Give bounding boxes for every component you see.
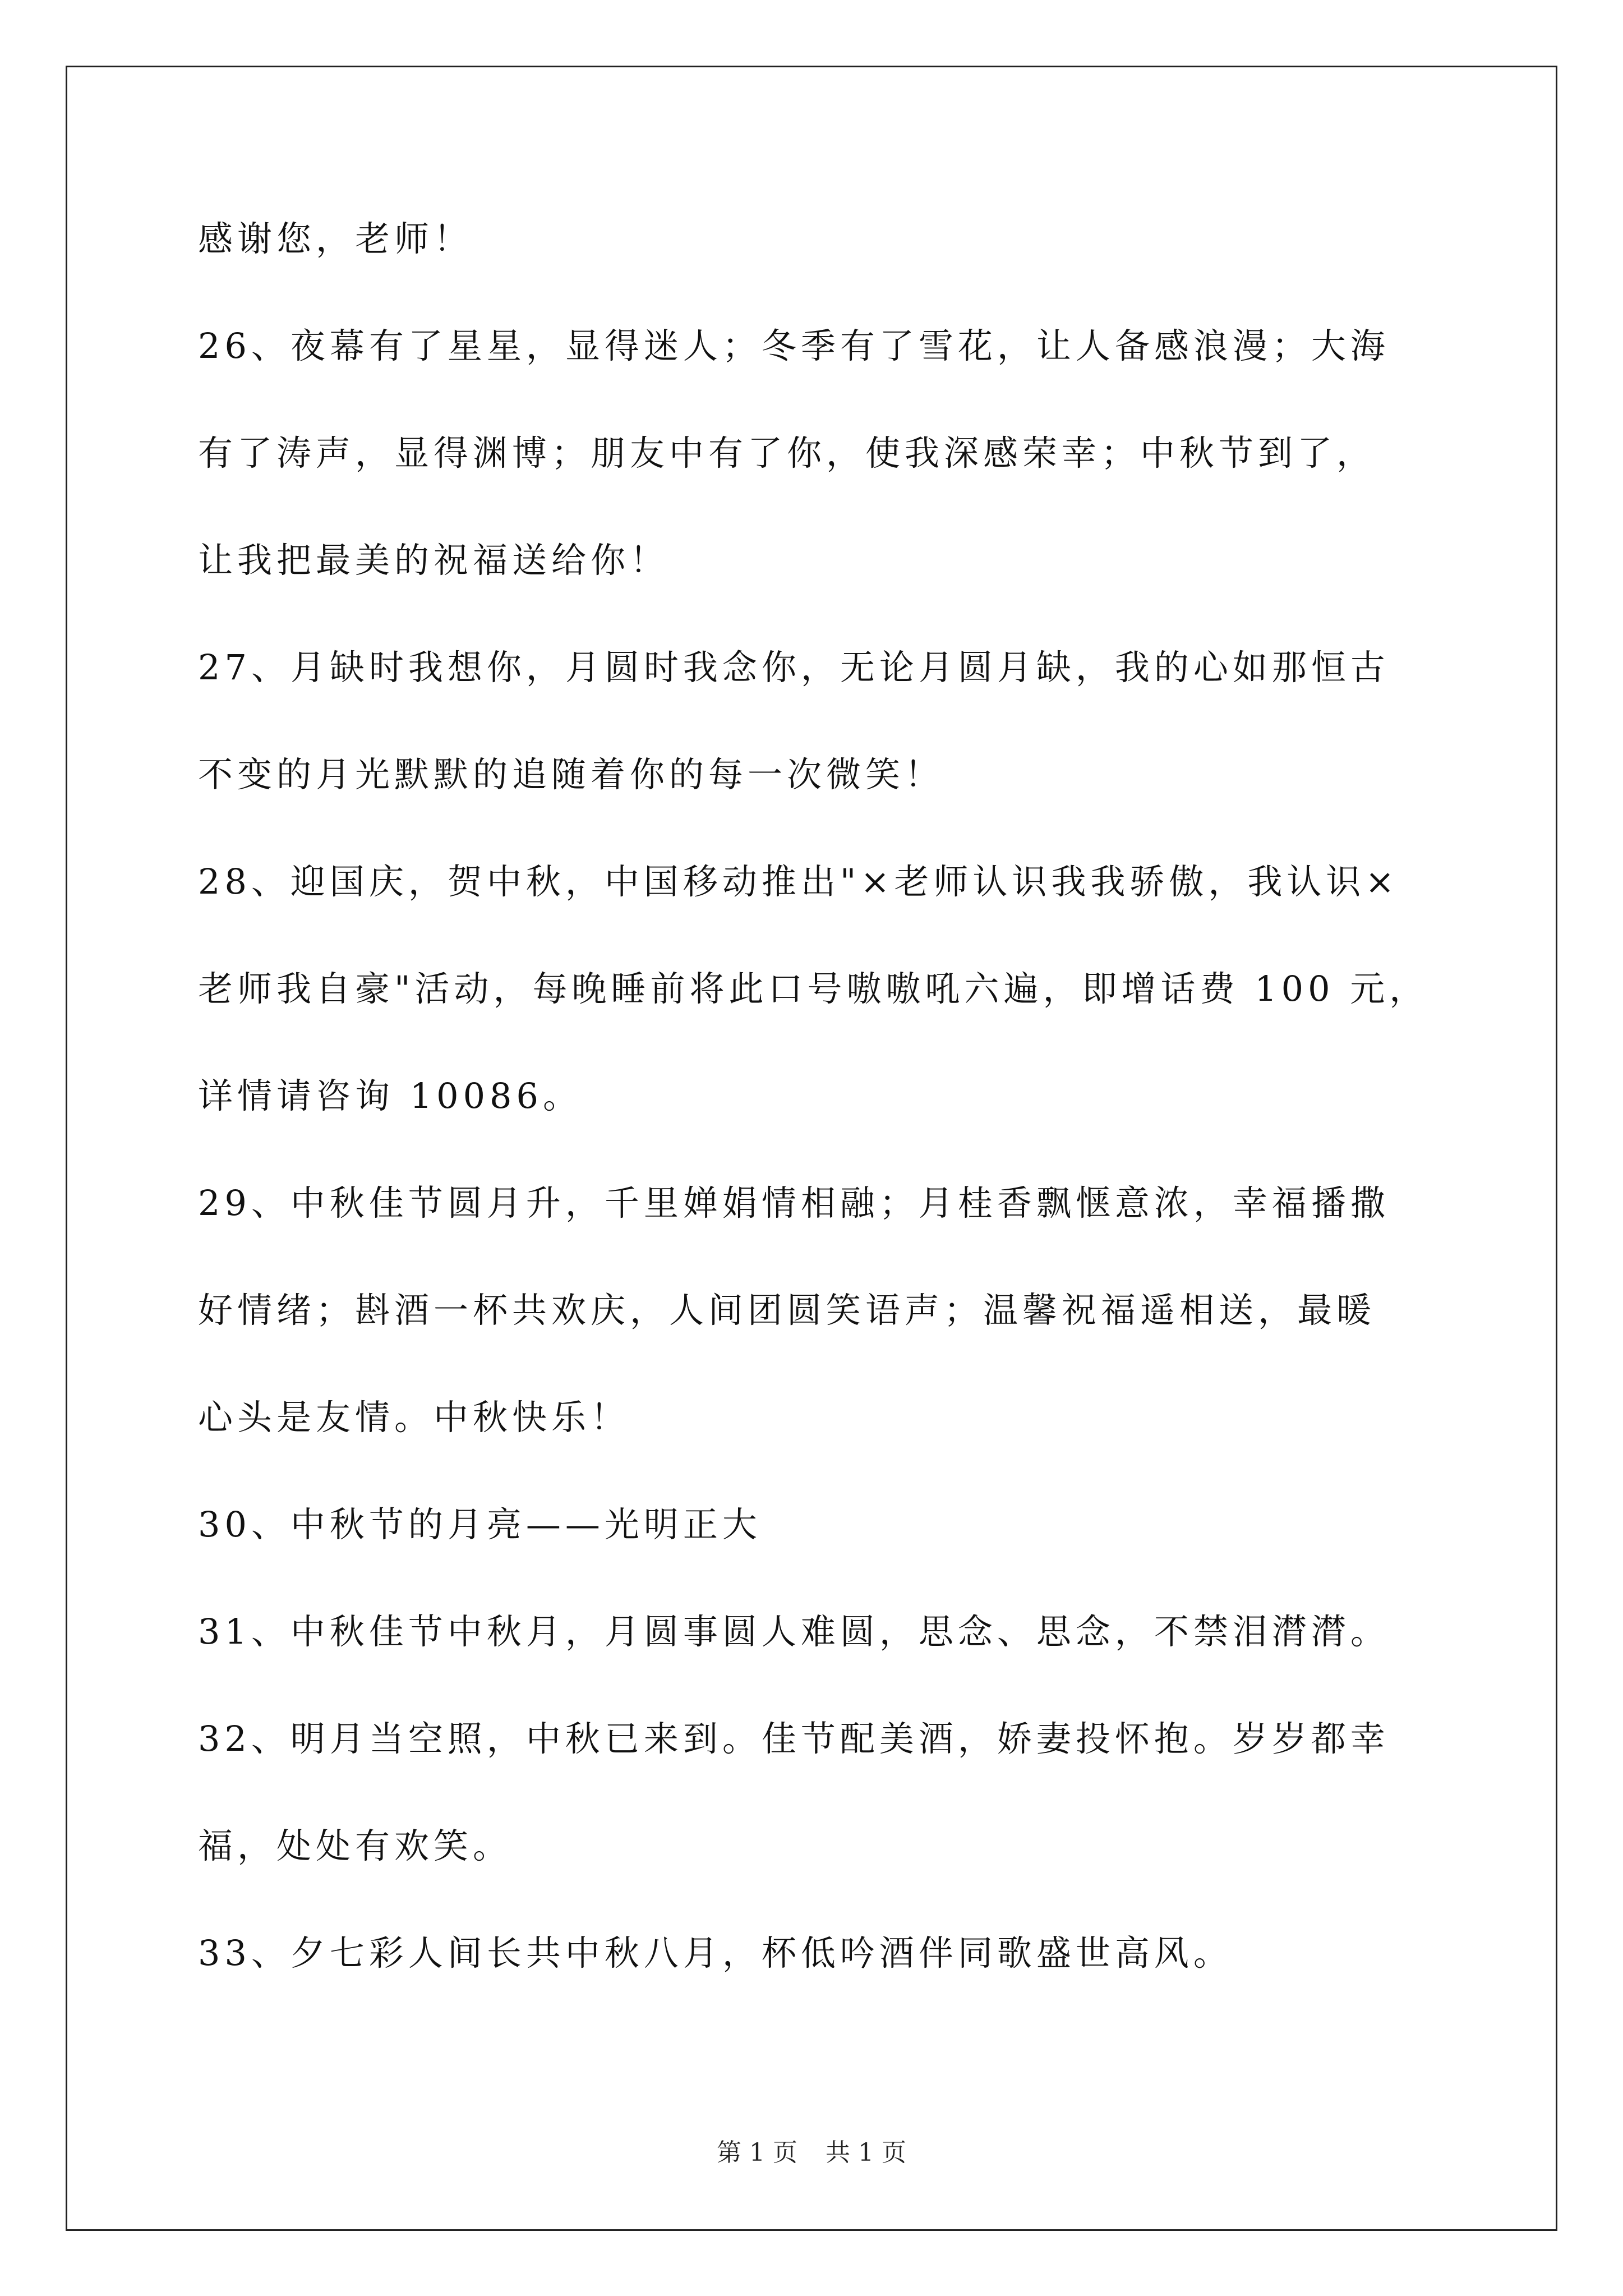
text-line: 让我把最美的祝福送给你！	[198, 540, 670, 581]
text-line: 老师我自豪"活动，每晚睡前将此口号嗷嗷吼六遍，即增话费 100 元，	[198, 968, 1429, 1009]
text-line: 不变的月光默默的追随着你的每一次微笑！	[198, 754, 944, 795]
text-line: 福，处处有欢笑。	[198, 1825, 513, 1866]
text-line: 27、月缺时我想你，月圆时我念你，无论月圆月缺，我的心如那恒古	[198, 647, 1390, 688]
page-total: 共 1 页	[826, 2138, 906, 2167]
page-footer	[0, 2136, 1623, 2170]
text-line: 32、明月当空照，中秋已来到。佳节配美酒，娇妻投怀抱。岁岁都幸	[198, 1718, 1390, 1759]
document-body	[198, 213, 1465, 2035]
text-line: 28、迎国庆，贺中秋，中国移动推出"×老师认识我我骄傲，我认识×	[198, 861, 1399, 902]
text-line: 详情请咨询 10086。	[198, 1075, 582, 1116]
text-line: 29、中秋佳节圆月升，千里婵娟情相融；月桂香飘惬意浓，幸福播撒	[198, 1182, 1390, 1223]
text-line: 好情绪；斟酒一杯共欢庆，人间团圆笑语声；温馨祝福遥相送，最暖	[198, 1290, 1376, 1331]
text-line: 感谢您，老师！	[198, 218, 473, 259]
text-line: 心头是友情。中秋快乐！	[198, 1397, 630, 1438]
text-line: 33、夕七彩人间长共中秋八月，杯低吟酒伴同歌盛世高风。	[198, 1932, 1233, 1973]
text-line: 30、中秋节的月亮——光明正大	[198, 1504, 762, 1545]
text-line: 有了涛声，显得渊博；朋友中有了你，使我深感荣幸；中秋节到了，	[198, 432, 1376, 473]
text-line: 31、中秋佳节中秋月，月圆事圆人难圆，思念、思念，不禁泪潸潸。	[198, 1611, 1390, 1652]
page-number: 第 1 页	[717, 2138, 797, 2167]
text-line: 26、夜幕有了星星，显得迷人；冬季有了雪花，让人备感浪漫；大海	[198, 325, 1390, 366]
